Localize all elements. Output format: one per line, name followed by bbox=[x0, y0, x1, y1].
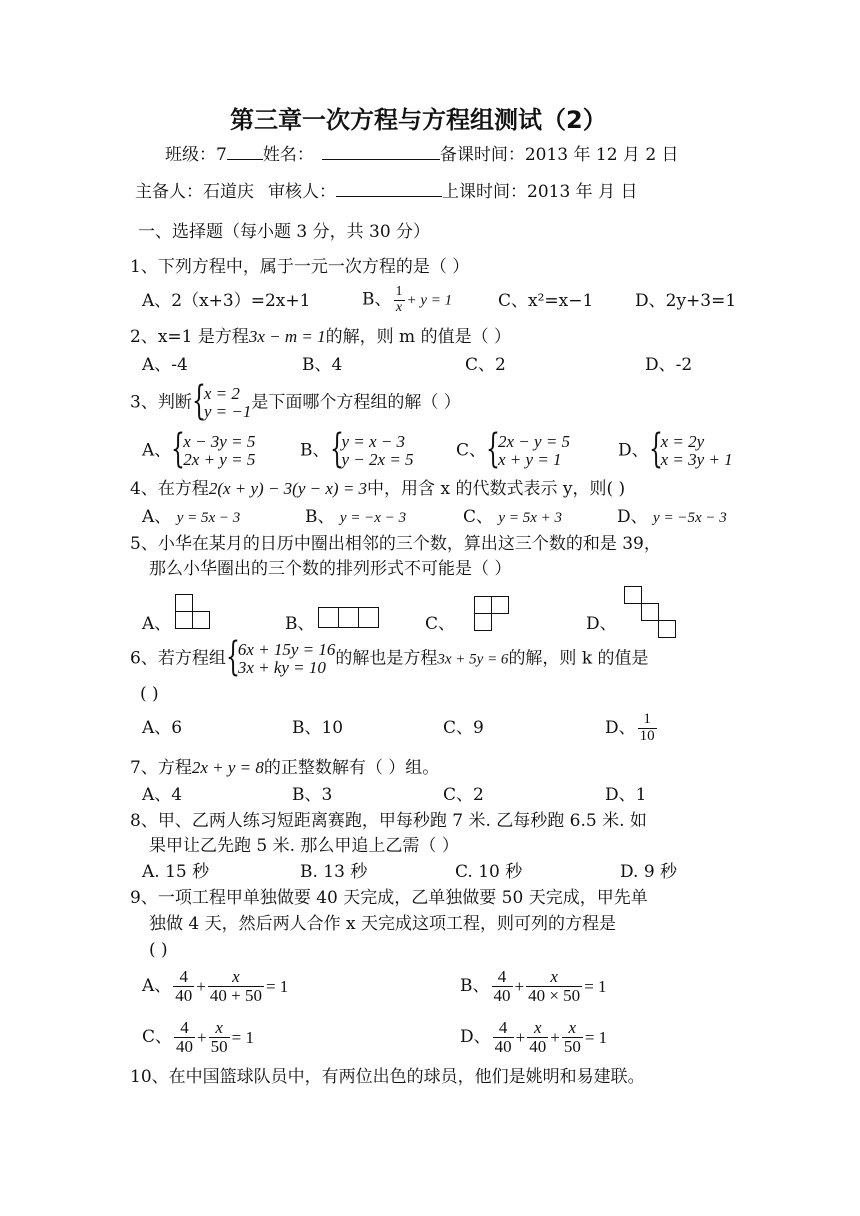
q9-option-d: D、 $\frac{4}{40}$ + $\frac{x}{40}$ + $\frac{x}{50}$ = 1 bbox=[460, 1018, 608, 1056]
q2-stem: 2、x=1 是方程3x − m = 1的解，则 m 的值是（ ） bbox=[130, 327, 511, 347]
reviewer-blank bbox=[336, 180, 442, 197]
q3-option-b: B、 { y = x − 3 y − 2x = 5 bbox=[300, 426, 414, 472]
page-title: 第三章一次方程与方程组测试（2） bbox=[230, 106, 607, 134]
q4-stem: 4、在方程2(x + y) − 3(y − x) = 3中，用含 x 的代数式表示 y，则( ) bbox=[130, 479, 626, 499]
q2-option-b: B、4 bbox=[302, 355, 343, 375]
q7-stem: 7、方程2x + y = 8的正整数解有（ ）组。 bbox=[130, 758, 440, 778]
class-label: 班级：7 bbox=[165, 145, 227, 165]
q3-stem: 3、判断 { x = 2 y = −1 是下面哪个方程组的解（ ） bbox=[130, 378, 461, 424]
q8-option-b: B. 13 秒 bbox=[300, 862, 368, 882]
section-heading: 一、选择题（每小题 3 分，共 30 分） bbox=[138, 222, 431, 242]
q8-stem-line-1: 8、甲、乙两人练习短距离赛跑，甲每秒跑 7 米. 乙每秒跑 6.5 米. 如 bbox=[130, 811, 647, 831]
q6-stem: 6、若方程组 { 6x + 15y = 16 3x + ky = 10 的解也是方程3x + 5y = 6的解，则 k 的值是 bbox=[130, 634, 649, 680]
q8-option-c: C. 10 秒 bbox=[455, 862, 523, 882]
name-blank bbox=[322, 143, 440, 160]
q2-option-c: C、2 bbox=[465, 355, 506, 375]
q1-option-b: B、 $\frac{1}{x}$ + y = 1 bbox=[362, 284, 453, 315]
q10-stem-line-1: 10、在中国篮球队员中，有两位出色的球员，他们是姚明和易建联。 bbox=[130, 1067, 645, 1087]
q8-stem-line-2: 果甲让乙先跑 5 米. 那么甲追上乙需（ ） bbox=[149, 836, 459, 856]
q6-option-c: C、9 bbox=[443, 718, 484, 738]
q5-stem-line-2: 那么小华圈出的三个数的排列形式不可能是（ ） bbox=[149, 559, 512, 579]
q2-option-a: A、-4 bbox=[142, 355, 188, 375]
q3-option-a: A、 { x − 3y = 5 2x + y = 5 bbox=[142, 426, 256, 472]
q5-option-c: C、 bbox=[425, 614, 456, 634]
name-label: 姓名： bbox=[262, 145, 314, 165]
q6-option-a: A、6 bbox=[142, 718, 183, 738]
preparer: 主备人：石道庆 bbox=[135, 182, 254, 202]
q9-stem-line-2: 独做 4 天，然后两人合作 x 天完成这项工程，则可列的方程是 bbox=[149, 914, 617, 934]
q5-stem-line-1: 5、小华在某月的日历中圈出相邻的三个数，算出这三个数的和是 39， bbox=[130, 534, 661, 554]
q5-option-b: B、 bbox=[285, 614, 315, 634]
q4-option-a: A、 y = 5x − 3 bbox=[142, 507, 241, 527]
q8-option-a: A. 15 秒 bbox=[142, 862, 210, 882]
q5-option-a: A、 bbox=[142, 614, 172, 634]
q6-option-d: D、 $\frac{1}{10}$ bbox=[605, 711, 655, 744]
q2-option-d: D、-2 bbox=[645, 355, 693, 375]
q7-option-b: B、3 bbox=[292, 785, 333, 805]
q7-option-d: D、1 bbox=[605, 785, 647, 805]
prep-time: 备课时间：2013 年 12 月 2 日 bbox=[439, 145, 679, 165]
q9-option-b: B、 $\frac{4}{40}$ + $\frac{x}{40 \times 50}$ = 1 bbox=[460, 967, 607, 1005]
header-line-1 bbox=[165, 143, 679, 164]
q3-option-c: C、 { 2x − y = 5 x + y = 1 bbox=[456, 426, 571, 472]
q1-option-d: D、2y+3=1 bbox=[635, 291, 737, 311]
q4-option-b: B、 y = −x − 3 bbox=[305, 507, 407, 527]
q9-stem-line-1: 9、一项工程甲单独做要 40 天完成，乙单独做要 50 天完成，甲先单 bbox=[130, 888, 648, 908]
q5-option-d: D、 bbox=[586, 614, 617, 634]
q7-option-a: A、4 bbox=[142, 785, 183, 805]
class-blank bbox=[227, 143, 263, 160]
class-time: 上课时间：2013 年 月 日 bbox=[442, 182, 638, 202]
q1-option-c: C、x²=x−1 bbox=[498, 291, 594, 311]
q7-option-c: C、2 bbox=[443, 785, 484, 805]
q4-option-d: D、 y = −5x − 3 bbox=[617, 507, 727, 527]
q4-option-c: C、 y = 5x + 3 bbox=[463, 507, 562, 527]
q9-option-a: A、 $\frac{4}{40}$ + $\frac{x}{40 + 50}$ = 1 bbox=[142, 967, 289, 1005]
q9-answer-paren: ( ) bbox=[149, 940, 168, 960]
q1-option-a: A、2（x+3）=2x+1 bbox=[142, 291, 311, 311]
q8-option-d: D. 9 秒 bbox=[620, 862, 678, 882]
reviewer-label: 审核人： bbox=[268, 182, 336, 202]
q6-option-b: B、10 bbox=[292, 718, 344, 738]
q6-answer-paren: ( ) bbox=[140, 684, 159, 704]
q9-option-c: C、 $\frac{4}{40}$ + $\frac{x}{50}$ = 1 bbox=[142, 1018, 254, 1056]
header-line-2 bbox=[135, 180, 637, 201]
q3-option-d: D、 { x = 2y x = 3y + 1 bbox=[618, 426, 733, 472]
q1-stem: 1、下列方程中，属于一元一次方程的是（ ） bbox=[130, 257, 470, 277]
